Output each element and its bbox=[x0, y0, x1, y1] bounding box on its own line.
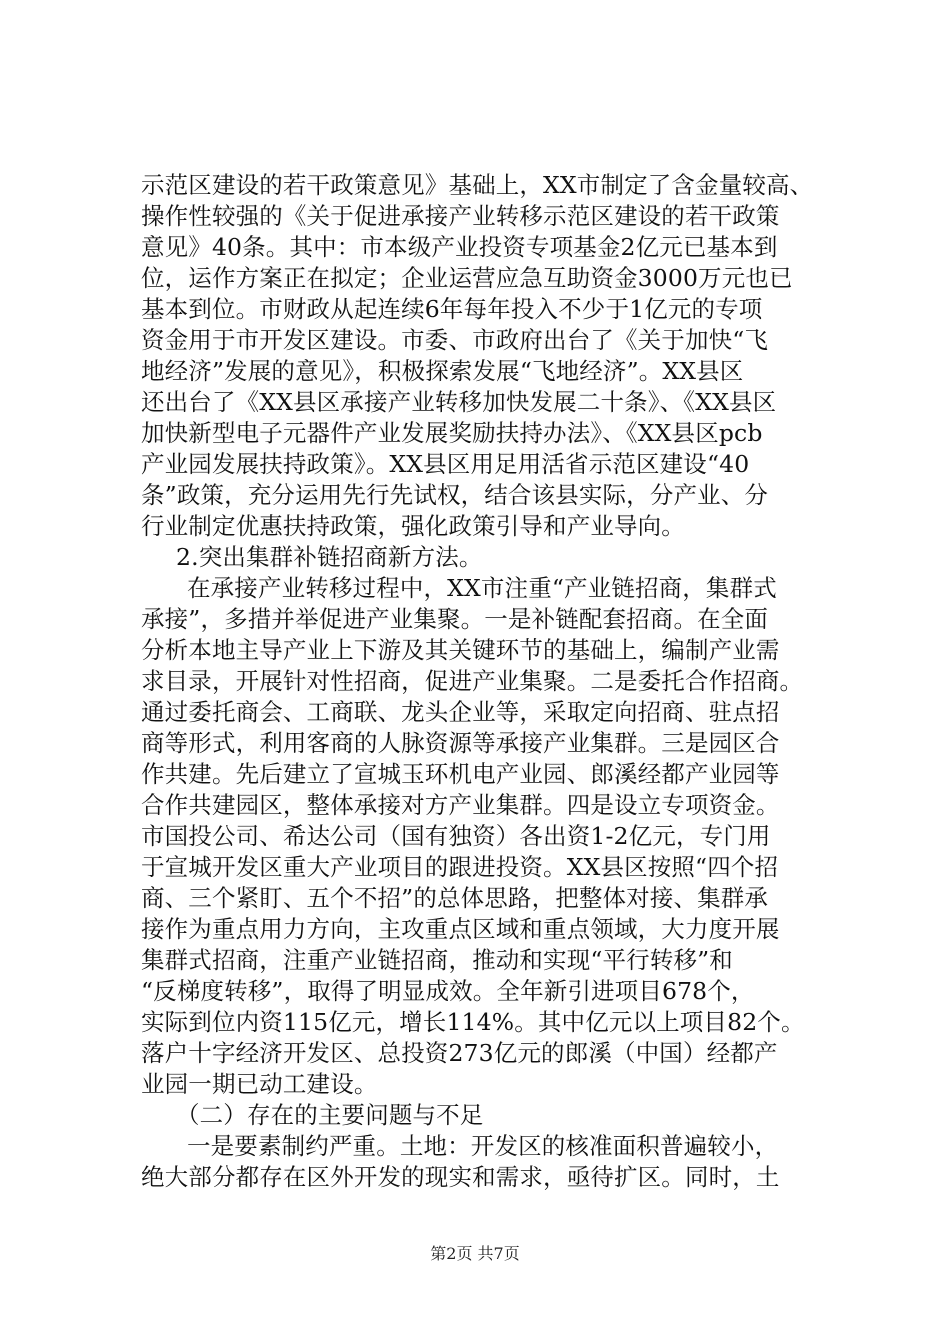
text-line: 落户十字经济开发区、总投资273亿元的郎溪（中国）经都产 bbox=[141, 1039, 778, 1067]
text-line: 作共建。先后建立了宣城玉环机电产业园、郎溪经都产业园等 bbox=[141, 760, 780, 788]
text-line: 承接”，多措并举促进产业集聚。一是补链配套招商。在全面 bbox=[141, 605, 769, 633]
text-line: 示范区建设的若干政策意见》基础上，XX市制定了含金量较高、 bbox=[141, 171, 814, 199]
paragraph-start-line: 一是要素制约严重。土地：开发区的核准面积普遍较小， bbox=[187, 1132, 779, 1160]
text-line: 还出台了《XX县区承接产业转移加快发展二十条》、《XX县区 bbox=[141, 388, 777, 416]
text-line: 意见》40条。其中：市本级产业投资专项基金2亿元已基本到 bbox=[141, 233, 778, 261]
text-line: 实际到位内资115亿元，增长114%。其中亿元以上项目82个。 bbox=[141, 1008, 805, 1036]
text-line: 分析本地主导产业上下游及其关键环节的基础上，编制产业需 bbox=[141, 636, 780, 664]
text-line: 基本到位。市财政从起连续6年每年投入不少于1亿元的专项 bbox=[141, 295, 763, 323]
text-line: 行业制定优惠扶持政策，强化政策引导和产业导向。 bbox=[141, 512, 685, 540]
text-line: 集群式招商，注重产业链招商，推动和实现“平行转移”和 bbox=[141, 946, 733, 974]
text-line: 条”政策，充分运用先行先试权，结合该县实际，分产业、分 bbox=[141, 481, 769, 509]
text-line: 市国投公司、希达公司（国有独资）各出资1-2亿元，专门用 bbox=[141, 822, 771, 850]
text-line: 绝大部分都存在区外开发的现实和需求，亟待扩区。同时，土 bbox=[141, 1163, 780, 1191]
section-heading: 2.突出集群补链招商新方法。 bbox=[176, 543, 483, 571]
page-footer: 第2页 共7页 bbox=[430, 1244, 520, 1263]
text-line: “反梯度转移”，取得了明显成效。全年新引进项目678个， bbox=[141, 977, 755, 1005]
document-body bbox=[141, 170, 831, 1193]
text-line: 商、三个紧盯、五个不招”的总体思路，把整体对接、集群承 bbox=[141, 884, 769, 912]
section-heading: （二）存在的主要问题与不足 bbox=[176, 1101, 484, 1129]
text-line: 业园一期已动工建设。 bbox=[141, 1070, 378, 1098]
text-line: 地经济”发展的意见》，积极探索发展“飞地经济”。XX县区 bbox=[141, 357, 744, 385]
text-line: 资金用于市开发区建设。市委、市政府出台了《关于加快“飞 bbox=[141, 326, 769, 354]
paragraph-start-line: 在承接产业转移过程中，XX市注重“产业链招商，集群式 bbox=[187, 574, 777, 602]
text-line: 位，运作方案正在拟定；企业运营应急互助资金3000万元也已 bbox=[141, 264, 793, 292]
text-line: 于宣城开发区重大产业项目的跟进投资。XX县区按照“四个招 bbox=[141, 853, 779, 881]
text-line: 商等形式，利用客商的人脉资源等承接产业集群。三是园区合 bbox=[141, 729, 780, 757]
text-line: 通过委托商会、工商联、龙头企业等，采取定向招商、驻点招 bbox=[141, 698, 780, 726]
text-line: 合作共建园区，整体承接对方产业集群。四是设立专项资金。 bbox=[141, 791, 780, 819]
text-line: 接作为重点用力方向，主攻重点区域和重点领域，大力度开展 bbox=[141, 915, 780, 943]
text-line: 产业园发展扶持政策》。XX县区用足用活省示范区建设“40 bbox=[141, 450, 750, 478]
text-line: 操作性较强的《关于促进承接产业转移示范区建设的若干政策 bbox=[141, 202, 780, 230]
text-line: 求目录，开展针对性招商，促进产业集聚。二是委托合作招商。 bbox=[141, 667, 804, 695]
text-line: 加快新型电子元器件产业发展奖励扶持办法》、《XX县区pcb bbox=[141, 419, 763, 447]
